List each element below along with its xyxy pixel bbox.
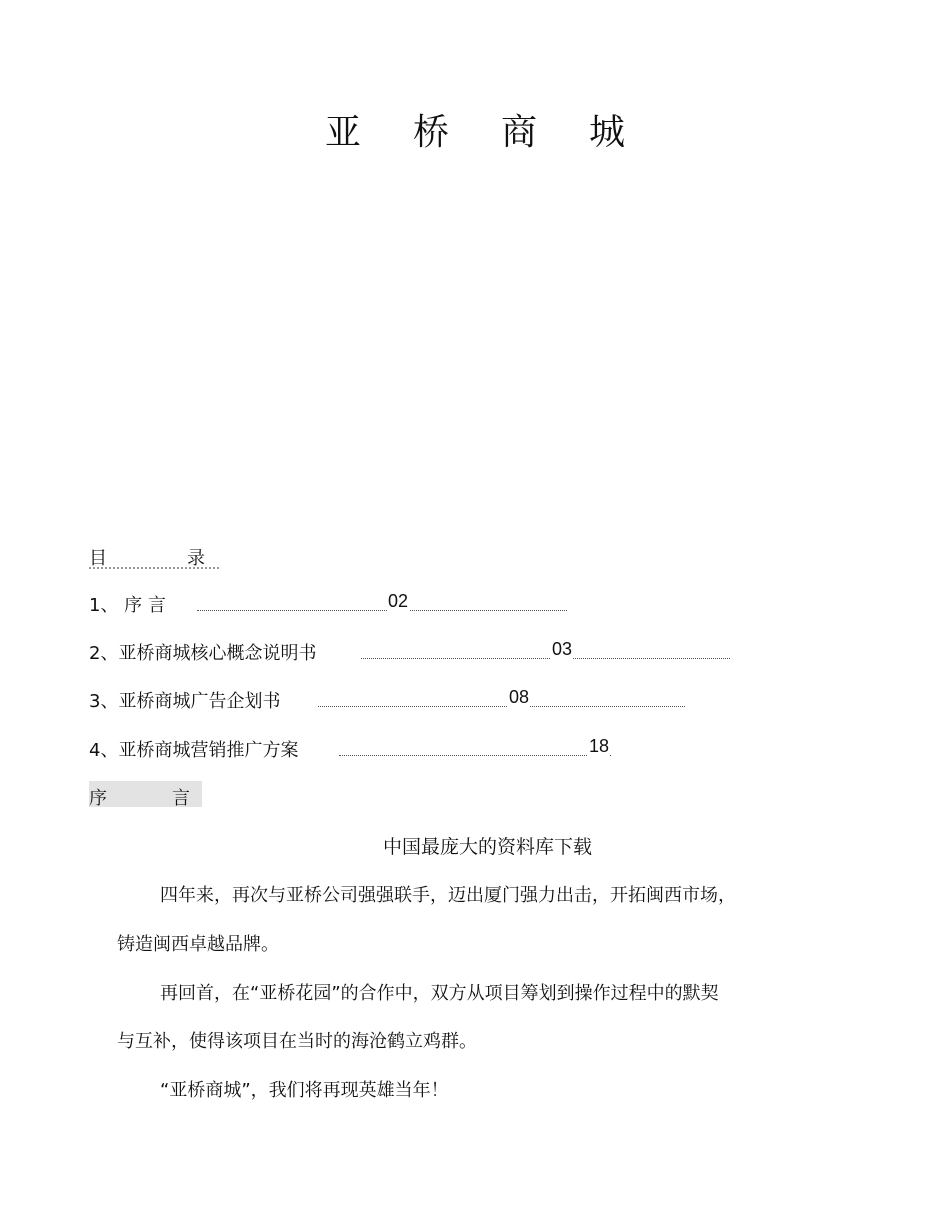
preface-line: 铸造闽西卓越品牌。 xyxy=(117,934,279,955)
preface-heading xyxy=(89,781,202,807)
toc-page-number: 02 xyxy=(388,591,409,611)
toc-page-number: 03 xyxy=(552,639,573,659)
toc-page-number: 08 xyxy=(509,687,530,707)
page-title xyxy=(0,104,950,155)
preface-heading-char: 言 xyxy=(172,788,190,809)
toc-heading xyxy=(89,544,219,569)
toc-item-advertising[interactable] xyxy=(89,687,687,711)
preface-subtitle: 中国最庞大的资料库下载 xyxy=(382,836,592,858)
toc-heading-char: 录 xyxy=(187,548,205,569)
page-title-char: 城 xyxy=(589,112,626,153)
toc-item-core-concept[interactable] xyxy=(89,639,732,663)
toc-leader xyxy=(197,610,567,611)
preface-heading-char: 序 xyxy=(89,788,107,809)
page-title-char: 桥 xyxy=(412,112,449,153)
page-title-char: 商 xyxy=(501,112,538,153)
preface-line: 四年来，再次与亚桥公司强强联手，迈出厦门强力出击，开拓闽西市场， xyxy=(160,885,736,906)
preface-line: “亚桥商城”，我们将再现英雄当年！ xyxy=(160,1080,449,1101)
toc-item-label: 2、亚桥商城核心概念说明书 xyxy=(89,643,317,664)
page-title-char: 亚 xyxy=(324,112,361,153)
toc-leader xyxy=(361,658,730,659)
toc-page-number: 18 xyxy=(589,736,610,756)
preface-line: 再回首，在“亚桥花园”的合作中，双方从项目筹划到操作过程中的默契 xyxy=(160,983,719,1004)
preface-line: 与互补，使得该项目在当时的海沧鹤立鸡群。 xyxy=(117,1031,477,1052)
toc-leader xyxy=(339,755,611,756)
toc-leader xyxy=(318,706,685,707)
toc-item-preface[interactable] xyxy=(89,591,569,615)
toc-item-marketing[interactable] xyxy=(89,736,614,760)
toc-item-label: 3、亚桥商城广告企划书 xyxy=(89,691,281,712)
toc-item-label: 4、亚桥商城营销推广方案 xyxy=(89,740,299,761)
toc-heading-char: 目 xyxy=(89,548,107,569)
toc-item-label: 1、 序 言 xyxy=(89,595,166,616)
